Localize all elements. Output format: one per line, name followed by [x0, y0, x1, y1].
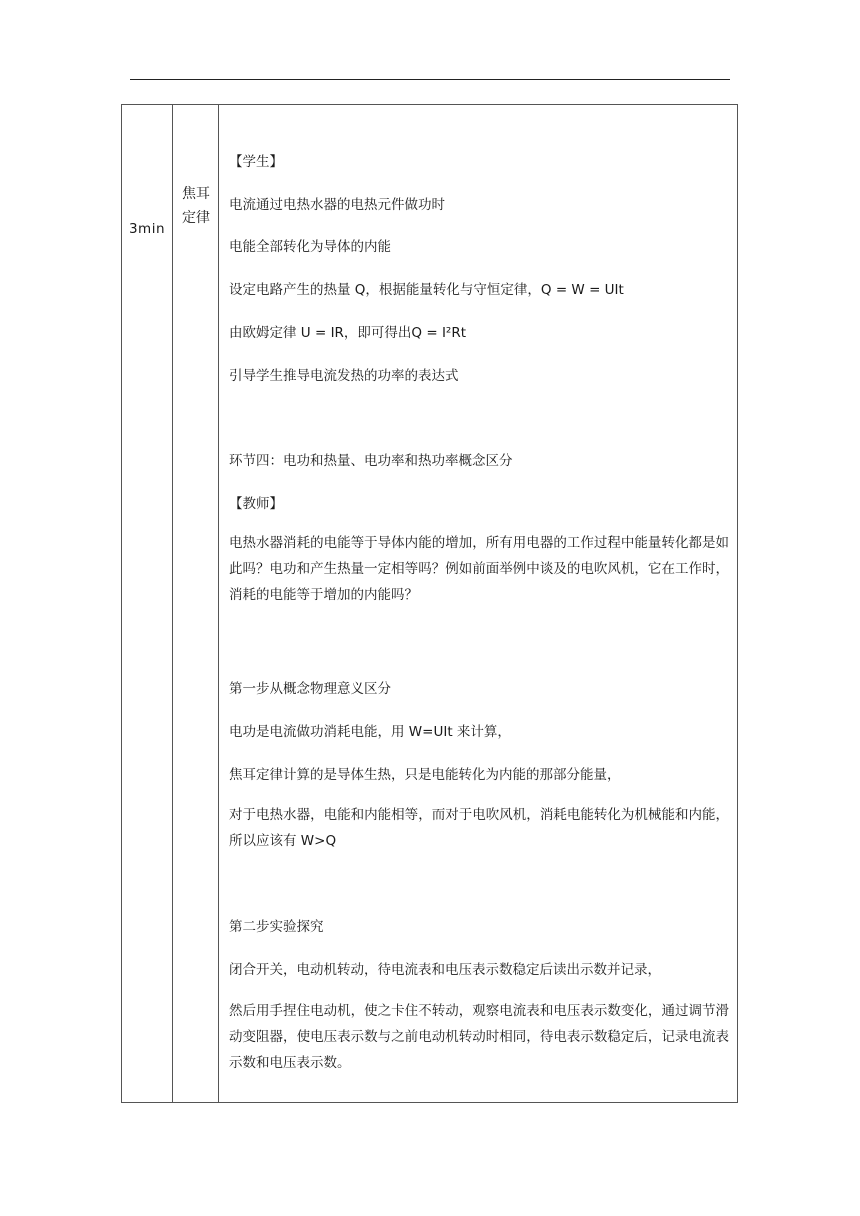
- content-line: 由欧姆定律 U = IR，即可得出Q = I²Rt: [229, 325, 467, 341]
- step-heading: 第一步从概念物理意义区分: [229, 681, 391, 697]
- step-heading: 第二步实验探究: [229, 919, 324, 935]
- content-line: 电功是电流做功消耗电能，用 W=UIt 来计算，: [229, 724, 511, 740]
- column-divider: [218, 105, 219, 1102]
- content-paragraph: 电热水器消耗的电能等于导体内能的增加，所有用电器的工作过程中能量转化都是如此吗？电功和产生热量一定相等吗？例如前面举例中谈及的电吹风机，它在工作时，消耗的电能等于增加的内能吗？: [229, 535, 729, 603]
- column-divider: [172, 105, 173, 1102]
- content-line: 电流通过电热水器的电热元件做功时: [229, 197, 445, 213]
- section-heading: 环节四：电功和热量、电功率和热功率概念区分: [229, 453, 513, 469]
- student-heading: 【学生】: [229, 154, 283, 170]
- topic-cell: 焦耳定律: [182, 186, 210, 226]
- content-line: 闭合开关，电动机转动，待电流表和电压表示数稳定后读出示数并记录，: [229, 962, 661, 978]
- content-line: 引导学生推导电流发热的功率的表达式: [229, 368, 459, 384]
- teacher-heading: 【教师】: [229, 496, 283, 512]
- header-rule: [130, 79, 730, 80]
- content-line: 焦耳定律计算的是导体生热，只是电能转化为内能的那部分能量，: [229, 767, 621, 783]
- content-paragraph: 然后用手捏住电动机，使之卡住不转动，观察电流表和电压表示数变化，通过调节滑动变阻器，使电压表示数与之前电动机转动时相同，待电表示数稳定后，记录电流表示数和电压表示数。: [229, 1003, 729, 1071]
- content-paragraph: 对于电热水器，电能和内能相等，而对于电吹风机，消耗电能转化为机械能和内能，所以应该有 W>Q: [229, 807, 729, 849]
- time-cell: 3min: [128, 221, 166, 237]
- content-line: 电能全部转化为导体的内能: [229, 239, 391, 255]
- content-line: 设定电路产生的热量 Q，根据能量转化与守恒定律，Q = W = UIt: [229, 282, 624, 298]
- lesson-table: [121, 104, 738, 1103]
